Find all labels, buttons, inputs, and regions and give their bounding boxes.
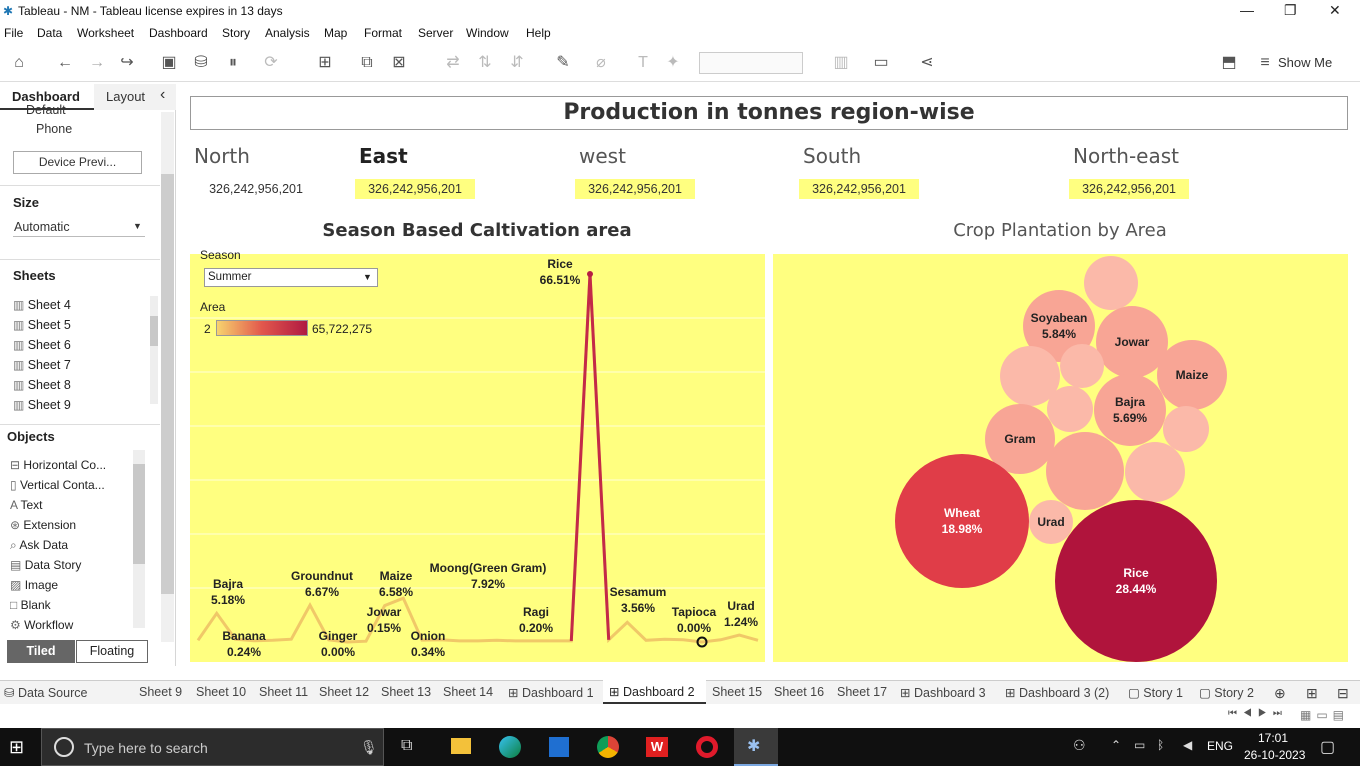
people-icon[interactable]: ⚇ bbox=[1073, 737, 1086, 753]
presentation-icon[interactable]: ▭ bbox=[873, 54, 889, 71]
bubble[interactable] bbox=[1047, 386, 1093, 432]
bubble-chart-title: Crop Plantation by Area bbox=[953, 220, 1167, 241]
area-legend-label: Area bbox=[200, 300, 226, 314]
line-chart-title: Season Based Caltivation area bbox=[322, 220, 632, 241]
highlight-icon[interactable]: ✎ bbox=[556, 54, 570, 71]
region-value-south: 326,242,956,201 bbox=[799, 179, 919, 199]
vertical-container-icon: ▯ bbox=[10, 478, 17, 492]
gridlines bbox=[190, 318, 765, 588]
tableau-logo-icon: ✱ bbox=[3, 4, 14, 18]
forward-icon[interactable]: → bbox=[89, 54, 105, 71]
collapse-icon[interactable]: ‹ bbox=[160, 86, 166, 103]
area-legend-max: 65,722,275 bbox=[312, 322, 373, 336]
floating-toggle[interactable]: Floating bbox=[76, 640, 148, 663]
sheet-label: Sheet 9 bbox=[27, 398, 71, 412]
tab-label: Story 2 bbox=[1214, 686, 1254, 700]
tab-dashboard[interactable] bbox=[508, 685, 594, 700]
label-banana: Banana 0.24% bbox=[222, 629, 266, 659]
tab-label: Story 1 bbox=[1143, 686, 1183, 700]
sheets-list bbox=[0, 294, 150, 412]
save-icon[interactable]: ▣ bbox=[161, 54, 177, 71]
object-label: Image bbox=[24, 578, 59, 592]
tab-dashboard-active[interactable] bbox=[603, 680, 706, 704]
tab-sheet[interactable]: Sheet 11 bbox=[259, 685, 309, 699]
divider bbox=[0, 259, 160, 260]
menu-bar bbox=[0, 22, 1360, 44]
menu-file[interactable]: File bbox=[4, 26, 24, 40]
workflow-icon: ⚙ bbox=[10, 618, 21, 632]
view-switch-icons[interactable]: ▦▭▤ bbox=[1300, 708, 1350, 722]
menu-analysis[interactable]: Analysis bbox=[265, 26, 310, 40]
show-me-button[interactable]: Show Me bbox=[1278, 55, 1333, 70]
window-title: Tableau - NM - Tableau license expires in 13 days bbox=[18, 4, 283, 18]
menu-dashboard[interactable]: Dashboard bbox=[149, 26, 208, 40]
line-chart-svg bbox=[190, 254, 765, 662]
fit-dropdown[interactable] bbox=[699, 52, 803, 74]
label-urad: Urad 1.24% bbox=[723, 599, 759, 629]
rice-peak-segment bbox=[571, 274, 608, 641]
wps-icon[interactable]: W bbox=[646, 737, 668, 757]
area-legend-min: 2 bbox=[204, 322, 211, 336]
region-value-east: 326,242,956,201 bbox=[355, 179, 475, 199]
windows-taskbar bbox=[0, 728, 1360, 766]
extension-icon: ⊛ bbox=[10, 518, 21, 532]
object-item[interactable] bbox=[10, 538, 68, 553]
dashboard-title: Production in tonnes region-wise bbox=[190, 96, 1348, 130]
image-icon: ▨ bbox=[10, 578, 22, 592]
menu-format[interactable]: Format bbox=[364, 26, 403, 40]
label-sesamum: Sesamum 3.56% bbox=[609, 585, 667, 615]
line-chart bbox=[190, 248, 765, 662]
taskbar-search[interactable] bbox=[41, 728, 384, 766]
opera-icon[interactable] bbox=[696, 736, 718, 758]
home-icon[interactable]: ⌂ bbox=[14, 54, 24, 71]
object-item[interactable] bbox=[10, 618, 73, 632]
device-default-clip bbox=[0, 103, 176, 120]
show-me-icon[interactable]: ≡ bbox=[1260, 54, 1270, 71]
duplicate-icon[interactable]: ⧉ bbox=[361, 54, 373, 71]
objects-list bbox=[10, 456, 132, 632]
new-sheet-icon[interactable]: ⊞ bbox=[318, 54, 332, 71]
new-dashboard-icon[interactable]: ⊞ bbox=[1306, 685, 1318, 701]
tab-dashboard[interactable] bbox=[1005, 685, 1109, 700]
device-preview-button[interactable]: Device Previ... bbox=[13, 151, 142, 174]
tab-data-source[interactable] bbox=[4, 685, 87, 700]
object-label: Blank bbox=[20, 598, 51, 612]
tab-label: Dashboard 3 (2) bbox=[1018, 686, 1110, 700]
rice-point[interactable] bbox=[587, 271, 593, 277]
tab-sheet[interactable]: Sheet 9 bbox=[139, 685, 183, 699]
object-item[interactable] bbox=[10, 458, 106, 472]
text-icon: A bbox=[10, 498, 18, 512]
tab-sheet[interactable]: Sheet 15 bbox=[712, 685, 763, 699]
menu-map[interactable]: Map bbox=[324, 26, 348, 40]
tab-sheet[interactable]: Sheet 13 bbox=[381, 685, 432, 699]
menu-window[interactable]: Window bbox=[466, 26, 509, 40]
object-label: Text bbox=[20, 498, 43, 512]
dashboard-icon: ⊞ bbox=[900, 686, 911, 700]
object-item[interactable] bbox=[10, 598, 51, 612]
attach-icon[interactable]: ⌀ bbox=[596, 54, 606, 71]
divider bbox=[0, 424, 160, 425]
battery-icon[interactable]: ▭ bbox=[1134, 738, 1146, 752]
chrome-icon[interactable] bbox=[597, 736, 619, 758]
object-label: Extension bbox=[23, 518, 77, 532]
new-story-icon[interactable]: ⊟ bbox=[1337, 685, 1349, 701]
object-item[interactable] bbox=[10, 518, 76, 532]
blank-icon: □ bbox=[10, 598, 18, 612]
label-onion: Onion 0.34% bbox=[410, 629, 446, 659]
menu-help[interactable]: Help bbox=[526, 26, 551, 40]
sheet-label: Sheet 7 bbox=[27, 358, 71, 372]
sheet-icon: ▥ bbox=[13, 338, 25, 352]
pause-icon[interactable]: ⏸ bbox=[228, 54, 237, 71]
season-filter-value: Summer bbox=[208, 271, 252, 283]
task-view-icon[interactable]: ⧉ bbox=[401, 737, 413, 754]
objects-scrollbar[interactable] bbox=[133, 450, 145, 628]
tab-sheet[interactable]: Sheet 12 bbox=[319, 685, 370, 699]
chevron-down-icon: ▼ bbox=[363, 272, 372, 282]
region-value-northeast: 326,242,956,201 bbox=[1069, 179, 1189, 199]
label-bajra: Bajra 5.18% bbox=[210, 577, 246, 607]
database-icon: ⛁ bbox=[4, 686, 15, 700]
label-groundnut: Groundnut 6.67% bbox=[291, 569, 353, 599]
tab-story[interactable] bbox=[1128, 685, 1183, 700]
sheet-label: Sheet 8 bbox=[27, 378, 71, 392]
close-button[interactable]: ✕ bbox=[1329, 2, 1341, 18]
tab-sheet[interactable]: Sheet 14 bbox=[443, 685, 494, 699]
story-icon: ▢ bbox=[1199, 686, 1211, 700]
season-filter-label: Season bbox=[200, 248, 241, 262]
minimize-button[interactable]: — bbox=[1240, 2, 1254, 18]
object-label: Workflow bbox=[24, 618, 74, 632]
label-jowar: Jowar 0.15% bbox=[366, 605, 402, 635]
region-label-northeast: North-east bbox=[1073, 144, 1179, 168]
objects-header: Objects bbox=[7, 429, 55, 444]
share-icon[interactable]: ⋖ bbox=[920, 54, 934, 71]
redo-icon[interactable]: ↪ bbox=[120, 54, 134, 71]
tab-label: Dashboard 1 bbox=[521, 686, 594, 700]
sheet-label: Sheet 4 bbox=[27, 298, 71, 312]
sort-desc-icon[interactable]: ⇵ bbox=[510, 54, 524, 71]
label-maize: Maize 6.58% bbox=[378, 569, 414, 599]
label-rice: Rice 66.51% bbox=[539, 257, 581, 287]
search-placeholder: Type here to search bbox=[84, 740, 208, 756]
tableau-icon: ✱ bbox=[747, 738, 761, 755]
region-value-west: 326,242,956,201 bbox=[575, 179, 695, 199]
tab-dashboard-label: Dashboard bbox=[12, 89, 80, 104]
ask-data-icon: ⌕ bbox=[10, 538, 17, 552]
dashboard-icon: ⊞ bbox=[508, 686, 519, 700]
label-ginger: Ginger 0.00% bbox=[318, 629, 358, 659]
sheet-item[interactable] bbox=[13, 358, 71, 372]
sheets-scrollbar[interactable] bbox=[150, 296, 158, 404]
size-value: Automatic bbox=[14, 220, 70, 234]
season-filter-dropdown[interactable] bbox=[204, 268, 378, 287]
sheet-icon: ▥ bbox=[13, 358, 25, 372]
region-label-west: west bbox=[579, 144, 626, 168]
sidebar-scrollbar[interactable] bbox=[161, 112, 174, 642]
tableau-taskbar-button[interactable] bbox=[734, 728, 778, 766]
object-item[interactable] bbox=[10, 558, 81, 572]
region-label-north: North bbox=[194, 144, 250, 168]
new-datasource-icon[interactable]: ⛁ bbox=[194, 54, 208, 71]
clock-date[interactable]: 26-10-2023 bbox=[1244, 748, 1306, 762]
volume-icon[interactable]: ◀ bbox=[1183, 738, 1193, 752]
bubble-bajra[interactable]: Bajra 5.69% bbox=[1094, 374, 1166, 446]
area-color-legend bbox=[216, 320, 308, 336]
menu-data[interactable]: Data bbox=[37, 26, 63, 40]
sheet-item[interactable] bbox=[13, 318, 71, 332]
sheet-icon: ▥ bbox=[13, 298, 25, 312]
sheet-icon: ▥ bbox=[13, 318, 25, 332]
object-item[interactable] bbox=[10, 478, 105, 492]
bubble-wheat[interactable]: Wheat 18.98% bbox=[895, 454, 1029, 588]
tab-active-label bbox=[609, 684, 695, 699]
toolbar bbox=[0, 44, 1360, 82]
dashboard-canvas bbox=[178, 84, 1360, 672]
sheets-header: Sheets bbox=[13, 268, 56, 283]
tab-sheet[interactable]: Sheet 16 bbox=[774, 685, 825, 699]
bubble[interactable] bbox=[1060, 344, 1104, 388]
sheet-item[interactable] bbox=[13, 378, 71, 392]
sheet-tabs-bar bbox=[0, 680, 1360, 704]
sheet-item[interactable] bbox=[13, 338, 71, 352]
label-ragi: Ragi 0.20% bbox=[518, 605, 554, 635]
bubble-urad[interactable]: Urad bbox=[1029, 500, 1073, 544]
sidebar bbox=[0, 84, 176, 666]
bubble[interactable] bbox=[1125, 442, 1185, 502]
bubble[interactable] bbox=[1084, 256, 1138, 310]
dashboard-icon: ⊞ bbox=[609, 685, 620, 699]
menu-worksheet[interactable]: Worksheet bbox=[77, 26, 135, 40]
device-phone[interactable]: Phone bbox=[36, 122, 73, 136]
sheet-item[interactable] bbox=[13, 398, 71, 412]
bubble-soyabean[interactable]: Soyabean 5.84% bbox=[1023, 290, 1095, 362]
bubble[interactable] bbox=[1046, 432, 1124, 510]
title-bar bbox=[0, 0, 1360, 22]
bubble-maize[interactable]: Maize bbox=[1157, 340, 1227, 410]
file-explorer-icon[interactable] bbox=[451, 738, 471, 754]
tab-label: Dashboard 2 bbox=[622, 685, 695, 699]
paint-icon[interactable]: ⬒ bbox=[1221, 54, 1237, 71]
bubble-jowar[interactable]: Jowar bbox=[1096, 306, 1168, 378]
object-label: Horizontal Co... bbox=[23, 458, 107, 472]
tab-sheet[interactable]: Sheet 17 bbox=[837, 685, 888, 699]
size-header: Size bbox=[13, 195, 40, 210]
label-tapioca: Tapioca 0.00% bbox=[671, 605, 717, 635]
notification-icon[interactable]: ▢ bbox=[1320, 739, 1336, 756]
sheet-label: Sheet 5 bbox=[27, 318, 71, 332]
object-item[interactable] bbox=[10, 578, 58, 592]
swap-icon[interactable]: ⇄ bbox=[446, 54, 460, 71]
search-icon bbox=[54, 737, 74, 757]
tab-dashboard[interactable] bbox=[900, 685, 986, 700]
object-label: Vertical Conta... bbox=[19, 478, 105, 492]
sheet-label: Sheet 6 bbox=[27, 338, 71, 352]
data-story-icon: ▤ bbox=[10, 558, 22, 572]
region-label-east: East bbox=[359, 144, 408, 168]
sheet-nav-arrows[interactable]: ⏮◀▶⏭ bbox=[1228, 708, 1288, 719]
region-value-north: 326,242,956,201 bbox=[209, 182, 303, 196]
maximize-button[interactable]: ❐ bbox=[1284, 2, 1297, 18]
sort-asc-icon[interactable]: ⇅ bbox=[478, 54, 492, 71]
divider bbox=[0, 185, 160, 186]
chevron-down-icon: ▼ bbox=[133, 221, 142, 231]
bubble-rice[interactable]: Rice 28.44% bbox=[1055, 500, 1217, 662]
tab-story[interactable] bbox=[1199, 685, 1254, 700]
tray-chevron-icon[interactable]: ⌃ bbox=[1111, 738, 1122, 752]
edge-icon[interactable] bbox=[499, 736, 521, 758]
menu-server[interactable]: Server bbox=[418, 26, 454, 40]
dashboard-icon: ⊞ bbox=[1005, 686, 1016, 700]
status-bar bbox=[0, 704, 1360, 728]
sheet-item[interactable] bbox=[13, 298, 71, 312]
tab-label: Dashboard 3 bbox=[913, 686, 986, 700]
tiled-toggle[interactable]: Tiled bbox=[7, 640, 75, 663]
object-item[interactable] bbox=[10, 498, 42, 512]
microphone-icon[interactable]: 🎙 bbox=[360, 739, 378, 755]
back-icon[interactable]: ← bbox=[57, 54, 73, 71]
horizontal-container-icon: ⊟ bbox=[10, 458, 21, 472]
sheet-icon: ▥ bbox=[13, 398, 25, 412]
tab-layout[interactable] bbox=[94, 84, 176, 110]
menu-story[interactable]: Story bbox=[222, 26, 251, 40]
region-label-south: South bbox=[803, 144, 862, 168]
size-dropdown[interactable] bbox=[13, 217, 145, 237]
windows-start-icon[interactable]: ⊞ bbox=[9, 737, 25, 757]
store-icon[interactable] bbox=[549, 737, 569, 757]
tab-layout-label: Layout bbox=[106, 89, 146, 104]
tab-label: Data Source bbox=[17, 686, 88, 700]
device-default[interactable]: Default bbox=[26, 103, 66, 117]
label-moong: Moong(Green Gram) 7.92% bbox=[429, 561, 547, 591]
object-label: Data Story bbox=[24, 558, 82, 572]
text-label-icon[interactable]: T bbox=[638, 54, 648, 71]
language-indicator[interactable]: ENG bbox=[1207, 739, 1234, 753]
tab-sheet[interactable]: Sheet 10 bbox=[196, 685, 247, 699]
clock-time[interactable]: 17:01 bbox=[1258, 731, 1289, 745]
refresh-icon[interactable]: ⟳ bbox=[264, 54, 278, 71]
new-worksheet-icon[interactable]: ⊕ bbox=[1274, 685, 1286, 701]
story-icon: ▢ bbox=[1128, 686, 1140, 700]
show-cards-icon[interactable]: ▥ bbox=[833, 54, 849, 71]
bluetooth-icon[interactable]: ᛒ bbox=[1157, 738, 1165, 752]
clear-sheet-icon[interactable]: ⊠ bbox=[392, 54, 406, 71]
sheet-icon: ▥ bbox=[13, 378, 25, 392]
bubble-chart bbox=[773, 254, 1348, 662]
pin-icon[interactable]: ✦ bbox=[666, 54, 680, 71]
object-label: Ask Data bbox=[19, 538, 69, 552]
bubble-gram[interactable]: Gram bbox=[985, 404, 1055, 474]
